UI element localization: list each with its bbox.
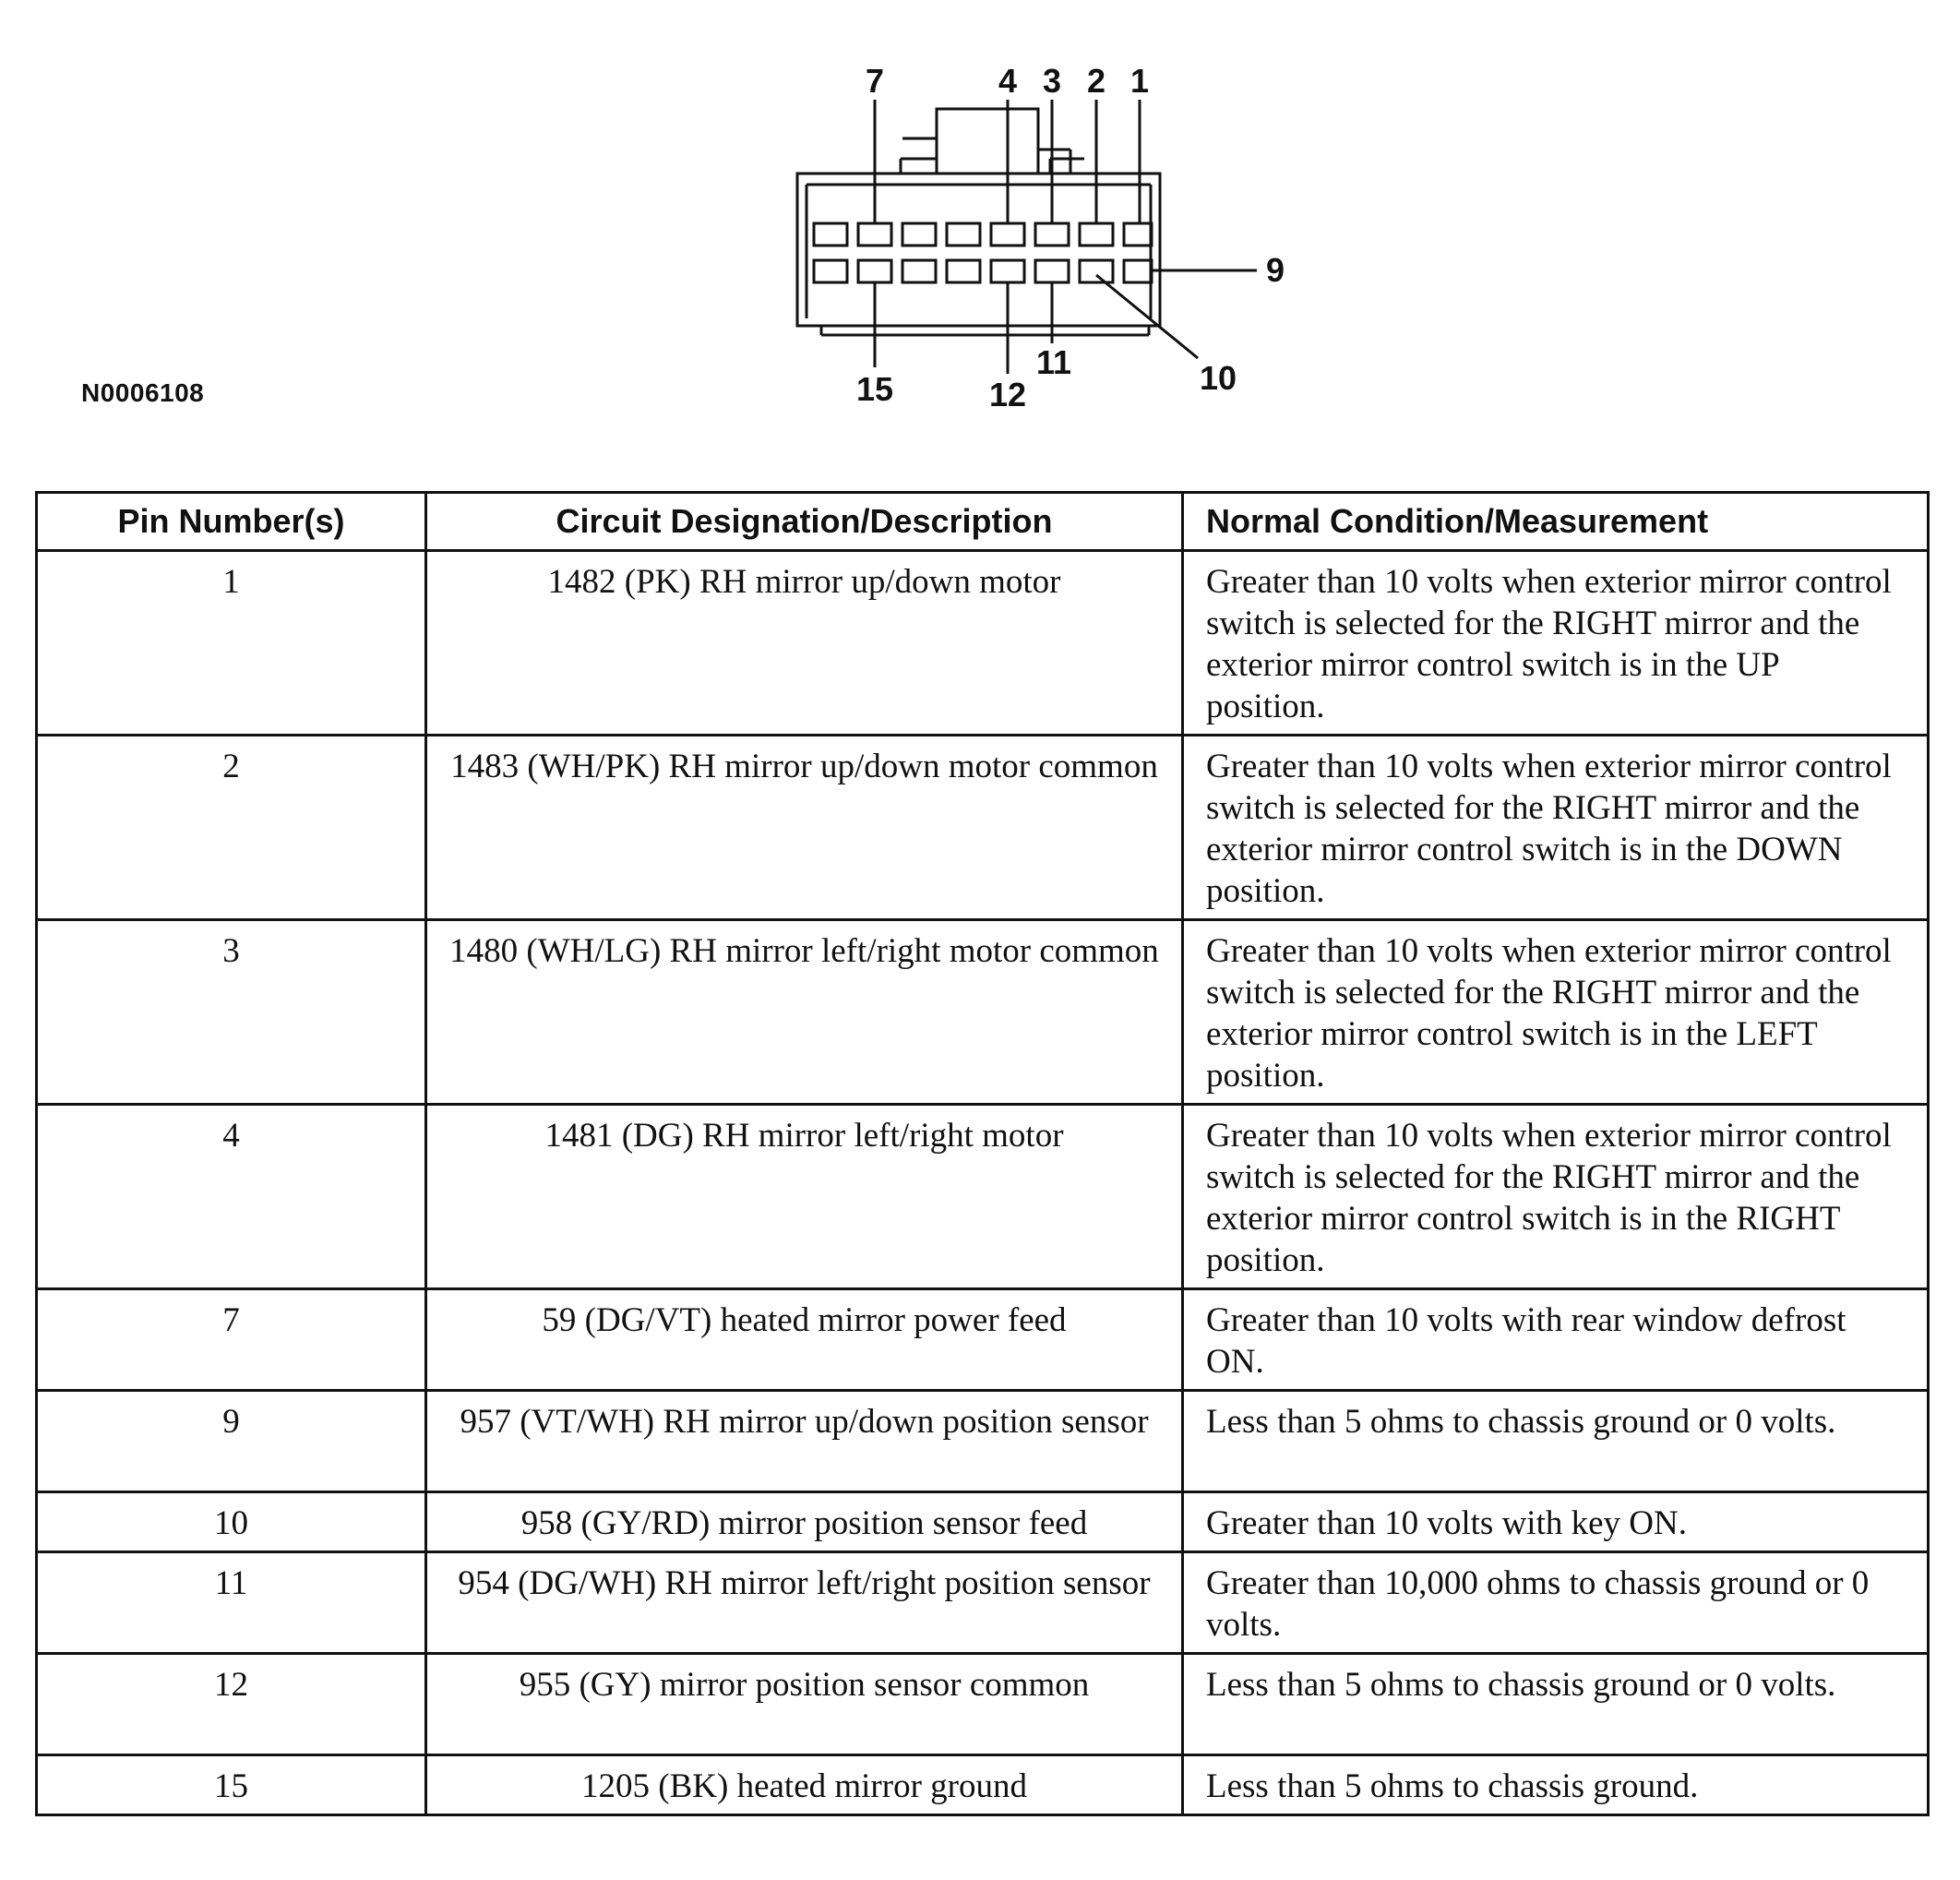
- cell-pin: 1: [37, 551, 426, 736]
- cell-pin: 9: [37, 1391, 426, 1492]
- connector-diagram: [0, 0, 1960, 461]
- cell-circuit: 1483 (WH/PK) RH mirror up/down motor common: [426, 736, 1183, 920]
- cavity-row2: [814, 260, 847, 282]
- pin-label-7: 7: [865, 62, 885, 100]
- cell-circuit: 1480 (WH/LG) RH mirror left/right motor common: [426, 920, 1183, 1105]
- cell-circuit: 957 (VT/WH) RH mirror up/down position sensor: [426, 1391, 1183, 1492]
- cell-condition: Greater than 10,000 ohms to chassis ground or 0 volts.: [1183, 1552, 1929, 1654]
- cell-circuit: 954 (DG/WH) RH mirror left/right position sensor: [426, 1552, 1183, 1654]
- table-row: [37, 551, 1929, 736]
- cell-condition: Less than 5 ohms to chassis ground or 0 volts.: [1183, 1654, 1929, 1755]
- cell-circuit: 59 (DG/VT) heated mirror power feed: [426, 1289, 1183, 1391]
- table-row: [37, 1391, 1929, 1492]
- table-row: [37, 1289, 1929, 1391]
- cell-pin: 11: [37, 1552, 426, 1654]
- cell-pin: 4: [37, 1105, 426, 1289]
- cell-condition: Less than 5 ohms to chassis ground or 0 volts.: [1183, 1391, 1929, 1492]
- pin-label-10: 10: [1199, 359, 1237, 397]
- connector-latch: [937, 109, 1038, 174]
- pin-label-4: 4: [998, 62, 1018, 100]
- cell-condition: Greater than 10 volts with rear window defrost ON.: [1183, 1289, 1929, 1391]
- header-condition: Normal Condition/Measurement: [1183, 493, 1929, 551]
- table-row: [37, 1552, 1929, 1654]
- cell-pin: 15: [37, 1755, 426, 1815]
- pin-label-2: 2: [1086, 62, 1106, 100]
- cell-circuit: 1481 (DG) RH mirror left/right motor: [426, 1105, 1183, 1289]
- cell-condition: Less than 5 ohms to chassis ground.: [1183, 1755, 1929, 1815]
- pin-label-11: 11: [1035, 343, 1072, 381]
- table-row: [37, 736, 1929, 920]
- table-row: [37, 1755, 1929, 1815]
- table-row: [37, 920, 1929, 1105]
- pin-label-15: 15: [855, 370, 894, 408]
- connector-body: [797, 174, 1160, 326]
- header-pin-number: Pin Number(s): [37, 493, 426, 551]
- pin-table: [35, 491, 1930, 1816]
- figure-id: N0006108: [81, 378, 205, 407]
- cell-circuit: 1482 (PK) RH mirror up/down motor: [426, 551, 1183, 736]
- cell-pin: 12: [37, 1654, 426, 1755]
- cell-pin: 2: [37, 736, 426, 920]
- table-header-row: [37, 493, 1929, 551]
- pin-label-3: 3: [1042, 62, 1062, 100]
- cell-condition: Greater than 10 volts when exterior mirror control switch is selected for the RIGHT mirror and the exterior mirror control switch is in the UP position.: [1183, 551, 1929, 736]
- cell-circuit: 958 (GY/RD) mirror position sensor feed: [426, 1492, 1183, 1552]
- cell-condition: Greater than 10 volts when exterior mirror control switch is selected for the RIGHT mirror and the exterior mirror control switch is in the RIGHT position.: [1183, 1105, 1929, 1289]
- pin-label-1: 1: [1129, 62, 1150, 100]
- table-row: [37, 1492, 1929, 1552]
- cell-circuit: 1205 (BK) heated mirror ground: [426, 1755, 1183, 1815]
- table-row: [37, 1654, 1929, 1755]
- cell-condition: Greater than 10 volts when exterior mirror control switch is selected for the RIGHT mirror and the exterior mirror control switch is in the DOWN position.: [1183, 736, 1929, 920]
- table-row: [37, 1105, 1929, 1289]
- cavity-row1: [814, 223, 847, 245]
- cell-circuit: 955 (GY) mirror position sensor common: [426, 1654, 1183, 1755]
- cell-condition: Greater than 10 volts when exterior mirror control switch is selected for the RIGHT mirror and the exterior mirror control switch is in the LEFT position.: [1183, 920, 1929, 1105]
- cell-pin: 3: [37, 920, 426, 1105]
- cell-pin: 7: [37, 1289, 426, 1391]
- pin-label-9: 9: [1266, 251, 1285, 289]
- cell-pin: 10: [37, 1492, 426, 1552]
- header-circuit: Circuit Designation/Description: [426, 493, 1183, 551]
- pin-label-12: 12: [988, 376, 1027, 413]
- cell-condition: Greater than 10 volts with key ON.: [1183, 1492, 1929, 1552]
